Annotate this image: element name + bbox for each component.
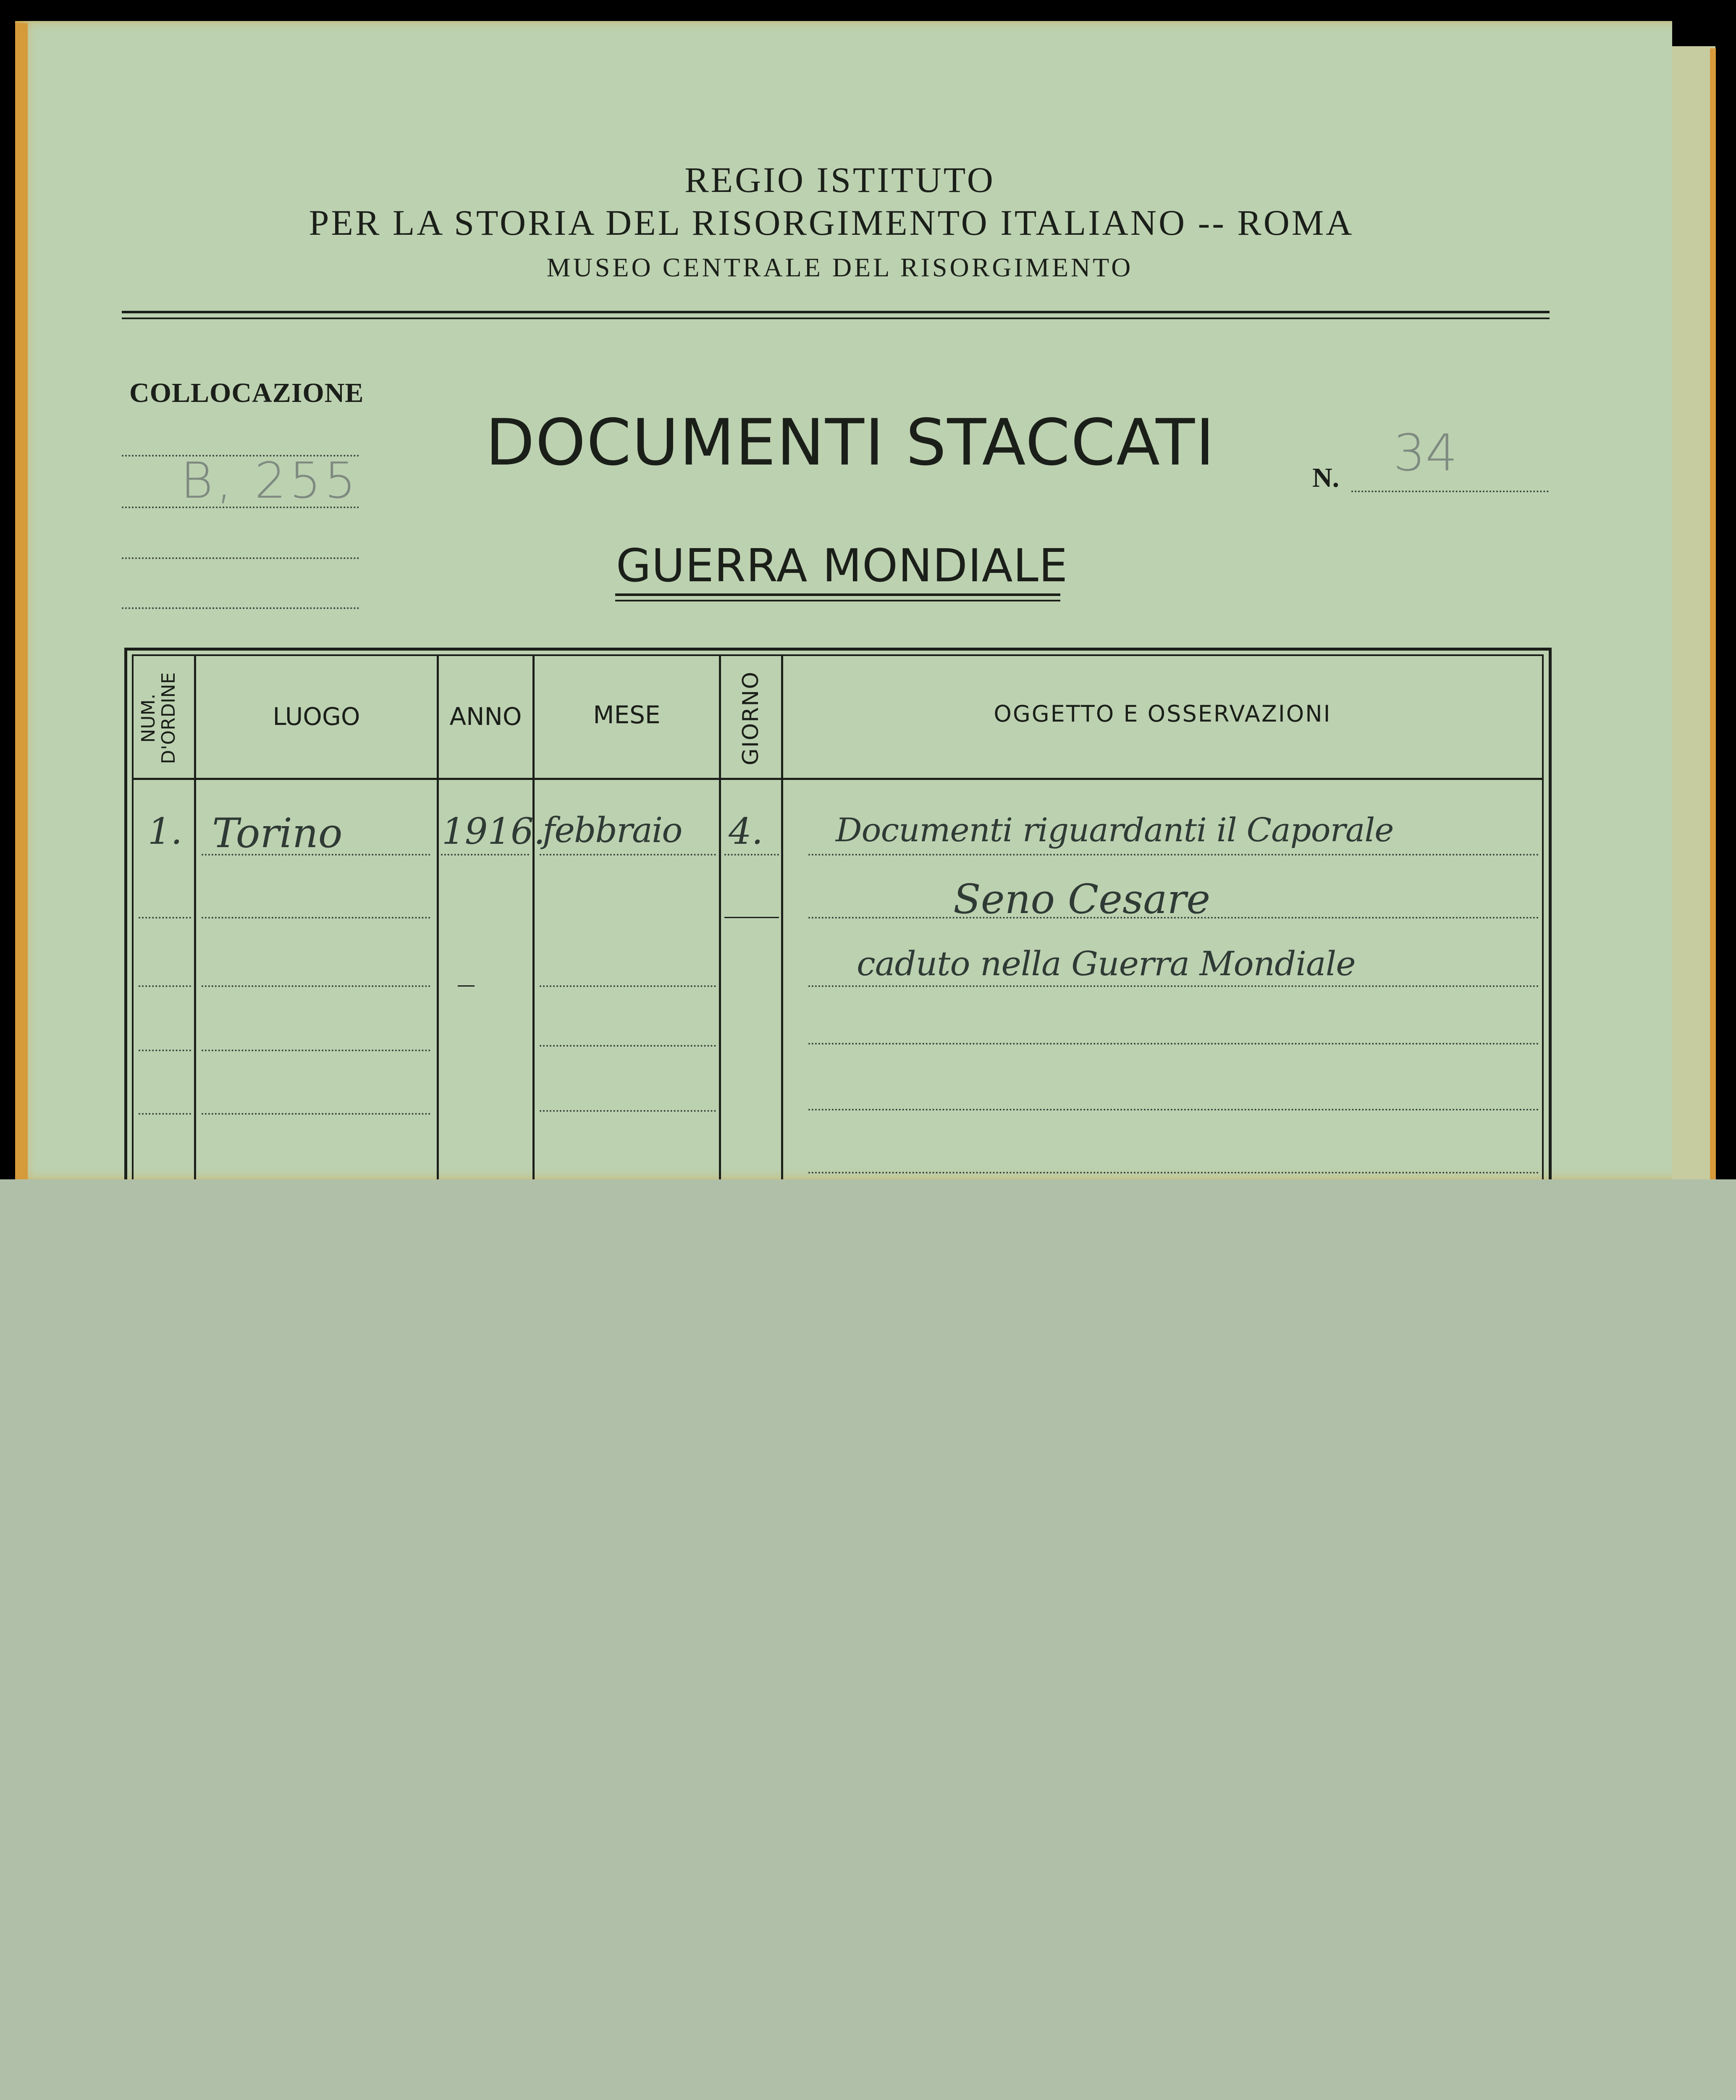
number-value: 34 xyxy=(1393,424,1458,483)
cell-oggetto-line-3: caduto nella Guerra Mondiale xyxy=(857,944,1356,983)
header-oggetto: OGGETTO E OSSERVAZIONI xyxy=(994,701,1332,727)
scan-background xyxy=(0,1179,1736,2100)
table-right-border xyxy=(1549,648,1552,1179)
header-luogo: LUOGO xyxy=(273,702,360,731)
header-num-ordine xyxy=(139,666,181,771)
table-left-border xyxy=(124,648,127,1179)
number-label: N. xyxy=(1312,462,1340,493)
header-rule-top xyxy=(122,311,1550,313)
cell-num: 1. xyxy=(148,811,183,853)
sheet-edge xyxy=(15,23,28,1179)
row-line-2-giorno xyxy=(724,917,779,918)
header-giorno: GIORNO xyxy=(738,671,763,766)
back-sheet-edge xyxy=(1710,48,1716,1179)
table-right-border-inner xyxy=(1542,654,1544,1179)
row-line-4-num xyxy=(139,1050,191,1051)
cell-giorno: 4. xyxy=(729,811,763,853)
row-line-3-anno xyxy=(458,985,475,987)
header-row-border xyxy=(132,778,1544,780)
row-line-3-oggetto xyxy=(808,985,1539,987)
collocazione-line-2 xyxy=(122,507,359,508)
cell-anno: 1916. xyxy=(442,811,545,853)
header-line-1: REGIO ISTITUTO xyxy=(684,160,995,200)
row-line-5-oggetto xyxy=(808,1109,1539,1110)
col-divider-3 xyxy=(532,654,535,1179)
header-line-3: MUSEO CENTRALE DEL RISORGIMENTO xyxy=(546,252,1133,282)
col-divider-5 xyxy=(781,654,783,1179)
document-subtitle: GUERRA MONDIALE xyxy=(616,540,1068,592)
row-line-3-luogo xyxy=(202,985,430,987)
row-line-1-oggetto xyxy=(808,854,1539,856)
number-line xyxy=(1351,491,1549,492)
row-line-4-luogo xyxy=(202,1050,430,1051)
table-top-border xyxy=(124,648,1551,651)
cell-luogo: Torino xyxy=(212,810,343,857)
row-line-1-anno xyxy=(441,854,529,856)
col-divider-4 xyxy=(719,654,721,1179)
row-line-6-oggetto xyxy=(808,1172,1539,1173)
col-divider-1 xyxy=(194,654,196,1179)
table-left-border-inner xyxy=(132,654,134,1179)
row-line-5-luogo xyxy=(202,1113,430,1115)
header-ordine-label: D'ORDINE xyxy=(158,672,179,764)
header-anno: ANNO xyxy=(449,702,522,731)
collocazione-line-3 xyxy=(122,557,359,559)
row-line-2-luogo xyxy=(202,917,430,919)
row-line-5-mese xyxy=(540,1110,716,1112)
collocazione-line-4 xyxy=(122,607,359,609)
collocazione-label: COLLOCAZIONE xyxy=(129,378,364,408)
table-top-border-inner xyxy=(132,654,1544,656)
collocazione-value: B, 255 xyxy=(181,452,359,509)
header-num-label: NUM. xyxy=(138,693,159,743)
document-title: DOCUMENTI STACCATI xyxy=(485,405,1215,480)
cell-oggetto-line-1: Documenti riguardanti il Caporale xyxy=(836,811,1394,849)
row-line-3-mese xyxy=(540,985,716,987)
cell-mese: febbraio xyxy=(543,811,682,850)
header-line-2: PER LA STORIA DEL RISORGIMENTO ITALIANO -- ROMA xyxy=(309,202,1354,243)
col-divider-2 xyxy=(437,654,439,1179)
row-line-4-mese xyxy=(540,1045,716,1047)
row-line-1-giorno xyxy=(724,854,779,856)
header-rule-bottom xyxy=(122,318,1550,319)
row-line-1-mese xyxy=(540,854,716,856)
header-mese: MESE xyxy=(593,701,661,729)
row-line-2-num xyxy=(139,917,191,919)
subtitle-underline-2 xyxy=(615,600,1060,601)
cell-oggetto-line-2: Seno Cesare xyxy=(953,876,1211,923)
row-line-4-oggetto xyxy=(808,1043,1539,1045)
subtitle-underline-1 xyxy=(615,593,1060,596)
row-line-5-num xyxy=(139,1113,191,1115)
row-line-3-num xyxy=(139,985,191,987)
